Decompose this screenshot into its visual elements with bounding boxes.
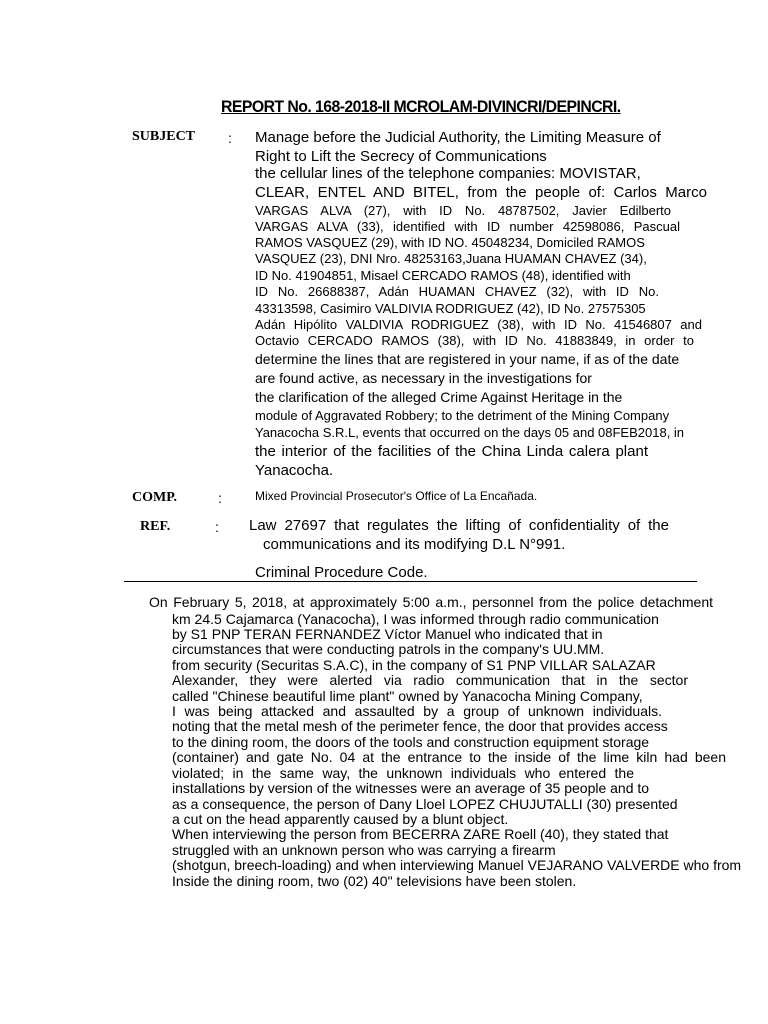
subject-line: Right to Lift the Secrecy of Communications <box>255 148 547 165</box>
body-line: km 24.5 Cajamarca (Yanacocha), I was informed through radio communication <box>172 611 659 627</box>
body-line: Alexander, they were alerted via radio communication that in the sector <box>172 672 688 688</box>
subject-line: the interior of the facilities of the China Linda calera plant <box>255 443 648 460</box>
ref-line: communications and its modifying D.L N°991. <box>263 536 566 553</box>
subject-line: ID No. 41904851, Misael CERCADO RAMOS (48), identified with <box>255 268 631 283</box>
body-line: by S1 PNP TERAN FERNANDEZ Víctor Manuel who indicated that in <box>172 626 603 642</box>
ref-line: Criminal Procedure Code. <box>255 564 428 581</box>
subject-line: module of Aggravated Robbery; to the detriment of the Mining Company <box>255 408 670 423</box>
subject-line: RAMOS VASQUEZ (29), with ID NO. 45048234, Domiciled RAMOS <box>255 235 645 250</box>
body-line: noting that the metal mesh of the perimeter fence, the door that provides access <box>172 718 668 734</box>
subject-colon: : <box>228 130 232 146</box>
body-line: When interviewing the person from BECERRA ZARE Roell (40), they stated that <box>172 826 669 842</box>
report-title <box>221 97 621 117</box>
subject-line: Octavio CERCADO RAMOS (38), with ID No. 41883849, in order to <box>255 333 694 348</box>
subject-line: Yanacocha. <box>255 462 334 479</box>
subject-line: ID No. 26688387, Adán HUAMAN CHAVEZ (32), with ID No. <box>255 284 659 299</box>
subject-line: are found active, as necessary in the investigations for <box>255 370 592 386</box>
body-line: circumstances that were conducting patrols in the company's UU.MM. <box>172 641 605 657</box>
subject-line: VARGAS ALVA (33), identified with ID number 42598086, Pascual <box>255 219 680 234</box>
comp-label: COMP. <box>132 490 177 505</box>
comp-text: Mixed Provincial Prosecutor's Office of La Encañada. <box>255 489 538 503</box>
subject-line: VASQUEZ (23), DNI Nro. 48253163,Juana HUAMAN CHAVEZ (34), <box>255 251 647 266</box>
report-title-suffix: I. <box>612 97 621 116</box>
subject-line: determine the lines that are registered in your name, if as of the date <box>255 351 680 367</box>
subject-line: 43313598, Casimiro VALDIVIA RODRIGUEZ (42), ID No. 27575305 <box>255 301 646 316</box>
body-line: from security (Securitas S.A.C), in the company of S1 PNP VILLAR SALAZAR <box>172 657 656 673</box>
body-line: (container) and gate No. 04 at the entrance to the inside of the lime kiln had been <box>172 749 726 765</box>
ref-colon: : <box>215 519 219 535</box>
subject-line: Yanacocha S.R.L, events that occurred on the days 05 and 08FEB2018, in <box>255 425 685 440</box>
subject-line: Adán Hipólito VALDIVIA RODRIGUEZ (38), with ID No. 41546807 and <box>255 317 702 332</box>
body-line: to the dining room, the doors of the tools and construction equipment storage <box>172 734 650 750</box>
body-line: called "Chinese beautiful lime plant" owned by Yanacocha Mining Company, <box>172 688 643 704</box>
subject-line: VARGAS ALVA (27), with ID No. 48787502, Javier Edilberto <box>255 203 671 218</box>
report-title-main: REPORT No. 168-2018-II MCROLAM-DIVINCRI/DEPINCR <box>221 97 613 116</box>
subject-line: CLEAR, ENTEL AND BITEL, from the people of: Carlos Marco <box>255 184 707 201</box>
body-line: (shotgun, breech-loading) and when interviewing Manuel VEJARANO VALVERDE who from <box>172 857 742 873</box>
subject-label: SUBJECT <box>132 129 196 144</box>
body-line: struggled with an unknown person who was carrying a firearm <box>172 842 556 858</box>
body-line: a cut on the head apparently caused by a blunt object. <box>172 811 509 827</box>
ref-line: Law 27697 that regulates the lifting of confidentiality of the <box>249 517 669 534</box>
comp-colon: : <box>218 490 222 506</box>
body-line: On February 5, 2018, at approximately 5:00 a.m., personnel from the police detachment <box>149 594 713 610</box>
body-line: violated; in the same way, the unknown individuals who entered the <box>172 765 634 781</box>
body-line: Inside the dining room, two (02) 40" televisions have been stolen. <box>172 873 577 889</box>
body-line: as a consequence, the person of Dany Lloel LOPEZ CHUJUTALLI (30) presented <box>172 796 678 812</box>
body-line: installations by version of the witnesses were an average of 35 people and to <box>172 780 650 796</box>
body-line: I was being attacked and assaulted by a group of unknown individuals. <box>172 703 662 719</box>
section-divider <box>124 581 697 582</box>
subject-line: Manage before the Judicial Authority, the Limiting Measure of <box>255 129 661 146</box>
subject-line: the cellular lines of the telephone companies: MOVISTAR, <box>255 165 641 182</box>
ref-label: REF. <box>140 519 171 534</box>
subject-line: the clarification of the alleged Crime Against Heritage in the <box>255 389 623 405</box>
